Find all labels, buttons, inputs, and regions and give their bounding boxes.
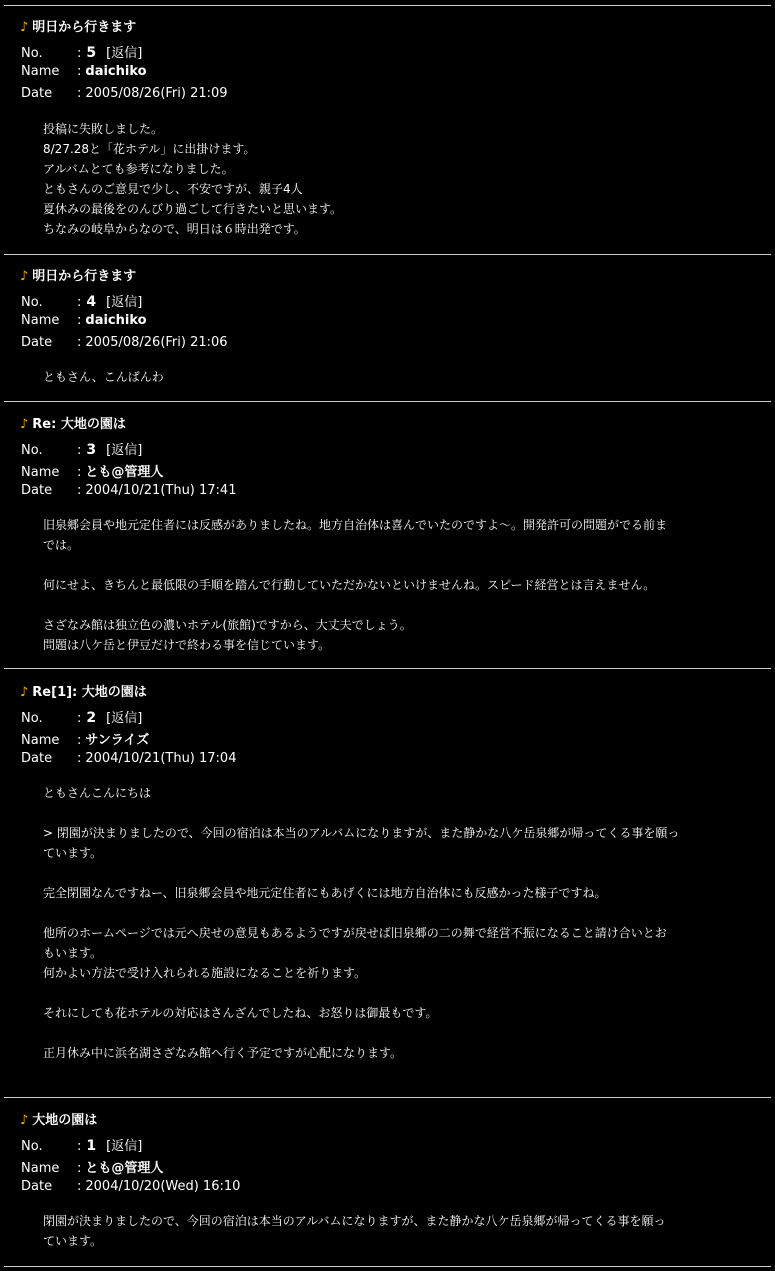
post-number-row: No. : 3 [返信] xyxy=(21,442,143,458)
reply-link[interactable]: [返信] xyxy=(106,1139,143,1154)
divider xyxy=(4,668,771,669)
post-number-row: No. : 5 [返信] xyxy=(21,45,143,61)
reply-link[interactable]: [返信] xyxy=(106,443,143,458)
post-name-row: Name : daichiko xyxy=(21,313,147,328)
post-body: 旧泉郷会員や地元定住者には反感がありましたね。地方自治体は喜んでいたのですよ～。開発許可の問題がでる前ま では。 何にせよ、きちんと最低限の手順を踏んで行動していただかないといけませんね。スピード経営とは言えません。 さざなみ館は独立色の濃いホテル(旅館)ですから、大丈夫でしょう。 問題は八ケ岳と伊豆だけで終わる事を信じています。 xyxy=(43,518,668,652)
divider xyxy=(4,1097,771,1098)
reply-link[interactable]: [返信] xyxy=(106,46,143,61)
divider xyxy=(4,254,771,255)
music-note-icon: ♪ xyxy=(20,20,29,35)
reply-link[interactable]: [返信] xyxy=(106,295,143,310)
post-body: ともさん、こんばんわ xyxy=(43,370,164,384)
divider xyxy=(4,5,771,6)
post-number-row: No. : 1 [返信] xyxy=(21,1138,143,1154)
post-date-row: Date : 2004/10/21(Thu) 17:41 xyxy=(21,483,237,498)
post-title: ♪ 明日から行きます xyxy=(20,269,137,284)
post-body: 投稿に失敗しました。 8/27.28と「花ホテル」に出掛けます。 アルバムとても参考になりました。 ともさんのご意見で少し、不安ですが、親子4人 夏休みの最後をのんびり過ごして行きたいと思います。 ちなみの岐阜からなので、明日は６時出発です。 xyxy=(43,122,343,236)
post-body: 閉園が決まりましたので、今回の宿泊は本当のアルバムになりますが、また静かな八ケ岳泉郷が帰ってくる事を願っ ています。 xyxy=(43,1214,666,1248)
post-name-row: Name : daichiko xyxy=(21,64,147,79)
post-name-row: Name : とも@管理人 xyxy=(21,465,164,480)
reply-link[interactable]: [返信] xyxy=(106,711,143,726)
post-date-row: Date : 2004/10/21(Thu) 17:04 xyxy=(21,751,237,766)
divider xyxy=(4,401,771,402)
music-note-icon: ♪ xyxy=(20,685,29,700)
music-note-icon: ♪ xyxy=(20,1113,29,1128)
post-body: ともさんこんにちは > 閉園が決まりましたので、今回の宿泊は本当のアルバムになりますが、また静かな八ケ岳泉郷が帰ってくる事を願っ ています。 完全閉園なんですねー、旧泉郷会員や地元定住者にもあげくには地方自治体にも反感かった様子ですね。 他所のホームページでは元へ戻せの意見もあるようですが戻せば旧泉郷の二の舞で経営不振になること請け合いとお もいます。 何かよい方法で受け入れられる施設になることを祈ります。 それにしても花ホテルの対応はさんざんでしたね、お怒りは御最もです。 正月休み中に浜名湖さざなみ館へ行く予定ですが心配になります。 xyxy=(43,786,680,1060)
post-title: ♪ 明日から行きます xyxy=(20,20,137,35)
post-title: ♪ 大地の園は xyxy=(20,1113,98,1128)
post-name-row: Name : サンライズ xyxy=(21,733,150,748)
music-note-icon: ♪ xyxy=(20,269,29,284)
post-number-row: No. : 4 [返信] xyxy=(21,294,143,310)
divider xyxy=(4,1266,771,1267)
music-note-icon: ♪ xyxy=(20,417,29,432)
post-number-row: No. : 2 [返信] xyxy=(21,710,143,726)
post-name-row: Name : とも@管理人 xyxy=(21,1161,164,1176)
post-title: ♪ Re[1]: 大地の園は xyxy=(20,685,147,700)
post-date-row: Date : 2004/10/20(Wed) 16:10 xyxy=(21,1179,241,1194)
post-date-row: Date : 2005/08/26(Fri) 21:09 xyxy=(21,86,228,101)
post-title: ♪ Re: 大地の園は xyxy=(20,417,126,432)
post-date-row: Date : 2005/08/26(Fri) 21:06 xyxy=(21,335,228,350)
